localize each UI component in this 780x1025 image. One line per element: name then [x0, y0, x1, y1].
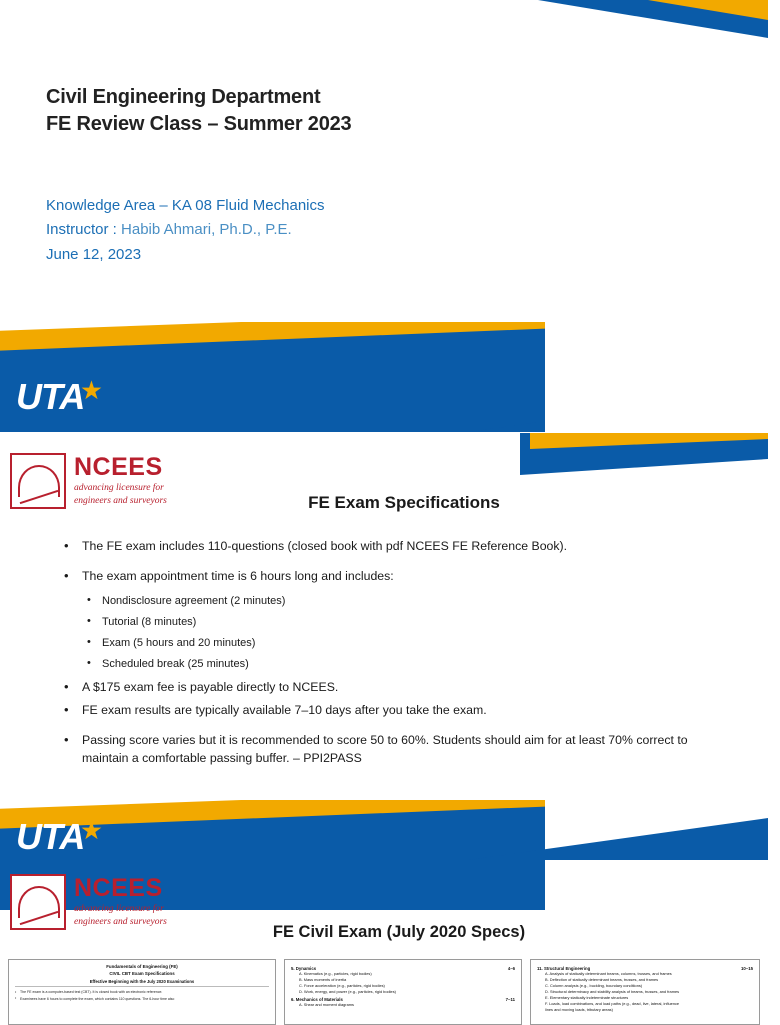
spec-section-name: Dynamics [295, 966, 317, 971]
slide-footer-graphic [0, 322, 768, 432]
slide-fe-civil-exam [0, 816, 768, 1024]
uta-logo-text: UTA [16, 816, 85, 857]
white-wedge [520, 322, 780, 432]
spec-section-count: 10–15 [741, 966, 753, 971]
ncees-name: NCEES [74, 873, 163, 902]
divider [15, 986, 269, 987]
subtitle-block [46, 194, 325, 267]
spec-note: • Examinees have 6 hours to complete the exam, which contains 110 questions. The 6-hour time also [15, 997, 269, 1002]
spec-section-number: 5. [291, 966, 295, 971]
spec-item: A. Shear and moment diagrams [299, 1002, 354, 1008]
title-line-2: FE Review Class – Summer 2023 [46, 113, 352, 135]
ncees-tagline-line-2: engineers and surveyors [74, 495, 167, 506]
bullet-item: • A $175 exam fee is payable directly to NCEES. [60, 679, 720, 696]
ncees-tagline-line-2: engineers and surveyors [74, 916, 167, 927]
instructor-name: Habib Ahmari, Ph.D., P.E. [121, 221, 292, 239]
spec-section-number: 11. [537, 966, 543, 971]
spec-item: C. Force acceleration (e.g., particles, rigid bodies) [299, 983, 385, 989]
spec-item: B. Mass moments of inertia [299, 977, 347, 983]
spec-title-line-2: CIVIL CBT Exam Specifications [109, 970, 175, 976]
spec-item: E. Elementary statically indeterminate structures [545, 995, 629, 1001]
spec-sheet-thumbnail[interactable] [284, 959, 522, 1025]
instructor-label: Instructor : [46, 221, 122, 239]
uta-logo [16, 376, 100, 418]
spec-notes [15, 990, 269, 1002]
spec-sheet-thumbnail[interactable] [530, 959, 760, 1025]
spec-sheet-gallery [8, 959, 760, 1025]
date-line: June 12, 2023 [46, 245, 142, 263]
spec-section-count: 4–6 [507, 966, 515, 971]
spec-section-name: Mechanics of Materials [295, 997, 343, 1003]
spec-section-name: Structural Engineering [543, 966, 591, 971]
spec-note: • The FE exam is a computer-based test (CBT). It is closed book with an electronic reference. [15, 990, 269, 995]
star-icon: ★ [81, 818, 101, 844]
slide-body [60, 538, 720, 780]
uta-logo [16, 816, 100, 858]
knowledge-area-line: Knowledge Area – KA 08 Fluid Mechanics [46, 197, 325, 214]
gold-corner-band [648, 0, 768, 20]
spec-section-count: 7–11 [505, 997, 515, 1003]
bullet-item: • Passing score varies but it is recommended to score 50 to 60%. Students should aim for at least 70% correct to maintain a comfortable passing buffer. – PPI2PASS [60, 732, 720, 766]
spec-item: F. Loads, load combinations, and load paths (e.g., dead, live, lateral, influence [545, 1001, 680, 1007]
sub-bullet-list [84, 593, 720, 673]
spec-item: D. Work, energy, and power (e.g., particles, rigid bodies) [299, 989, 396, 995]
spec-subtitle: Effective Beginning with the July 2020 Examinations [89, 979, 195, 985]
sub-bullet-item: • Scheduled break (25 minutes) [84, 656, 720, 673]
ncees-mark-icon [10, 874, 66, 930]
spec-item: B. Deflection of statically determinant beams, trusses, and frames [545, 977, 659, 983]
title-line-1: Civil Engineering Department [46, 86, 321, 108]
slide-title [0, 0, 768, 432]
ncees-tagline-line-1: advancing licensure for [74, 903, 164, 914]
slide-heading: FE Civil Exam (July 2020 Specs) [272, 923, 526, 941]
ncees-logo [10, 874, 167, 930]
spec-title-line-1: Fundamentals of Engineering (FE) [106, 964, 178, 969]
spec-item: A. Kinematics (e.g., particles, rigid bodies) [299, 971, 372, 976]
star-icon: ★ [81, 378, 101, 404]
uta-logo-text: UTA [16, 376, 85, 417]
bullet-item: • FE exam results are typically available 7–10 days after you take the exam. [60, 702, 720, 719]
ncees-name: NCEES [74, 452, 163, 481]
sub-bullet-item: • Tutorial (8 minutes) [84, 614, 720, 631]
spec-item: D. Structural determinacy and stability analysis of beams, trusses, and frames [545, 989, 680, 995]
bullet-item: • The exam appointment time is 6 hours long and includes: [60, 568, 720, 585]
ncees-tagline-line-1: advancing licensure for [74, 482, 164, 493]
spec-item: lines and moving loads, tributary areas) [545, 1007, 613, 1013]
ncees-wordmark [74, 873, 167, 928]
sub-bullet-item: • Exam (5 hours and 20 minutes) [84, 635, 720, 652]
bullet-item: • The FE exam includes 110-questions (closed book with pdf NCEES FE Reference Book). [60, 538, 720, 555]
sub-bullet-item: • Nondisclosure agreement (2 minutes) [84, 593, 720, 610]
spec-item: C. Column analysis (e.g., buckling, boundary conditions) [545, 983, 643, 989]
spec-section-number: 6. [291, 997, 295, 1003]
spec-item: A. Analysis of statically determinant beams, columns, trusses, and frames [545, 971, 672, 976]
spec-sheet-thumbnail[interactable] [8, 959, 276, 1025]
instructor-line [46, 218, 325, 242]
slide-heading: FE Exam Specifications [308, 493, 500, 512]
page-title [46, 84, 351, 138]
